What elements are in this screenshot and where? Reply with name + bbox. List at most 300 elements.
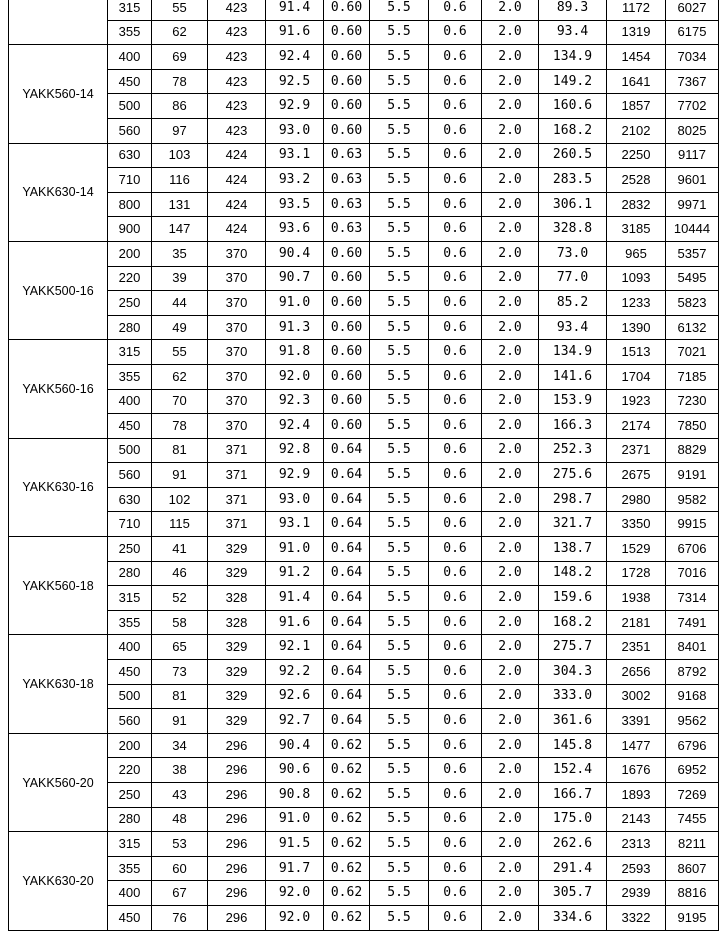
efficiency-cell: 91.4 — [266, 0, 324, 20]
model-cell: YAKK560-16 — [9, 340, 108, 438]
table-row — [9, 463, 719, 488]
rotor-inertia-cell: 145.8 — [539, 733, 607, 758]
current-cell: 69 — [152, 45, 208, 70]
current-cell: 34 — [152, 733, 208, 758]
power-factor-cell: 0.60 — [324, 94, 370, 119]
table-row — [9, 389, 719, 414]
start-current-ratio-cell: 5.5 — [370, 192, 429, 217]
speed-cell: 370 — [208, 340, 266, 365]
rotor-inertia-cell: 334.6 — [539, 905, 607, 930]
power-cell: 315 — [108, 340, 152, 365]
start-current-ratio-cell: 5.5 — [370, 709, 429, 734]
table-row — [9, 512, 719, 537]
start-torque-ratio-cell: 0.6 — [429, 438, 482, 463]
efficiency-cell: 93.2 — [266, 168, 324, 193]
speed-cell: 296 — [208, 783, 266, 808]
table-row — [9, 45, 719, 70]
start-current-ratio-cell: 5.5 — [370, 118, 429, 143]
efficiency-cell: 91.6 — [266, 20, 324, 45]
start-torque-ratio-cell: 0.6 — [429, 389, 482, 414]
price-cell: 7850 — [666, 414, 719, 439]
weight-cell: 3002 — [607, 684, 666, 709]
start-current-ratio-cell: 5.5 — [370, 758, 429, 783]
start-current-ratio-cell: 5.5 — [370, 512, 429, 537]
efficiency-cell: 91.6 — [266, 610, 324, 635]
max-torque-ratio-cell: 2.0 — [482, 340, 539, 365]
rotor-inertia-cell: 168.2 — [539, 118, 607, 143]
start-current-ratio-cell: 5.5 — [370, 881, 429, 906]
weight-cell: 3350 — [607, 512, 666, 537]
rotor-inertia-cell: 175.0 — [539, 807, 607, 832]
start-torque-ratio-cell: 0.6 — [429, 586, 482, 611]
table-row — [9, 69, 719, 94]
start-current-ratio-cell: 5.5 — [370, 143, 429, 168]
weight-cell: 2832 — [607, 192, 666, 217]
model-cell: YAKK630-20 — [9, 832, 108, 930]
speed-cell: 370 — [208, 266, 266, 291]
weight-cell: 2174 — [607, 414, 666, 439]
start-torque-ratio-cell: 0.6 — [429, 561, 482, 586]
speed-cell: 328 — [208, 610, 266, 635]
price-cell: 5495 — [666, 266, 719, 291]
weight-cell: 2181 — [607, 610, 666, 635]
current-cell: 35 — [152, 241, 208, 266]
start-current-ratio-cell: 5.5 — [370, 733, 429, 758]
start-torque-ratio-cell: 0.6 — [429, 783, 482, 808]
price-cell: 7491 — [666, 610, 719, 635]
price-cell: 7367 — [666, 69, 719, 94]
rotor-inertia-cell: 260.5 — [539, 143, 607, 168]
weight-cell: 2939 — [607, 881, 666, 906]
efficiency-cell: 90.4 — [266, 241, 324, 266]
efficiency-cell: 93.1 — [266, 143, 324, 168]
start-torque-ratio-cell: 0.6 — [429, 512, 482, 537]
power-cell: 800 — [108, 192, 152, 217]
rotor-inertia-cell: 304.3 — [539, 660, 607, 685]
start-torque-ratio-cell: 0.6 — [429, 168, 482, 193]
rotor-inertia-cell: 134.9 — [539, 45, 607, 70]
power-cell: 400 — [108, 389, 152, 414]
power-factor-cell: 0.64 — [324, 586, 370, 611]
max-torque-ratio-cell: 2.0 — [482, 118, 539, 143]
power-factor-cell: 0.60 — [324, 118, 370, 143]
max-torque-ratio-cell: 2.0 — [482, 94, 539, 119]
current-cell: 147 — [152, 217, 208, 242]
max-torque-ratio-cell: 2.0 — [482, 487, 539, 512]
weight-cell: 1454 — [607, 45, 666, 70]
efficiency-cell: 90.8 — [266, 783, 324, 808]
start-current-ratio-cell: 5.5 — [370, 463, 429, 488]
max-torque-ratio-cell: 2.0 — [482, 168, 539, 193]
start-torque-ratio-cell: 0.6 — [429, 832, 482, 857]
current-cell: 131 — [152, 192, 208, 217]
start-current-ratio-cell: 5.5 — [370, 832, 429, 857]
efficiency-cell: 90.6 — [266, 758, 324, 783]
start-torque-ratio-cell: 0.6 — [429, 20, 482, 45]
table-row — [9, 168, 719, 193]
max-torque-ratio-cell: 2.0 — [482, 635, 539, 660]
price-cell: 7230 — [666, 389, 719, 414]
power-factor-cell: 0.62 — [324, 783, 370, 808]
rotor-inertia-cell: 85.2 — [539, 291, 607, 316]
start-torque-ratio-cell: 0.6 — [429, 0, 482, 20]
weight-cell: 1857 — [607, 94, 666, 119]
table-row — [9, 635, 719, 660]
start-torque-ratio-cell: 0.6 — [429, 733, 482, 758]
power-cell: 280 — [108, 315, 152, 340]
speed-cell: 371 — [208, 512, 266, 537]
max-torque-ratio-cell: 2.0 — [482, 192, 539, 217]
current-cell: 78 — [152, 414, 208, 439]
max-torque-ratio-cell: 2.0 — [482, 266, 539, 291]
rotor-inertia-cell: 252.3 — [539, 438, 607, 463]
table-row — [9, 118, 719, 143]
price-cell: 8816 — [666, 881, 719, 906]
table-row — [9, 315, 719, 340]
start-torque-ratio-cell: 0.6 — [429, 45, 482, 70]
power-factor-cell: 0.63 — [324, 168, 370, 193]
power-cell: 220 — [108, 266, 152, 291]
start-current-ratio-cell: 5.5 — [370, 389, 429, 414]
max-torque-ratio-cell: 2.0 — [482, 315, 539, 340]
rotor-inertia-cell: 141.6 — [539, 364, 607, 389]
max-torque-ratio-cell: 2.0 — [482, 684, 539, 709]
power-cell: 710 — [108, 512, 152, 537]
price-cell: 5823 — [666, 291, 719, 316]
current-cell: 78 — [152, 69, 208, 94]
table-row — [9, 537, 719, 562]
weight-cell: 1728 — [607, 561, 666, 586]
current-cell: 73 — [152, 660, 208, 685]
table-row — [9, 905, 719, 930]
start-torque-ratio-cell: 0.6 — [429, 709, 482, 734]
efficiency-cell: 92.1 — [266, 635, 324, 660]
price-cell: 9191 — [666, 463, 719, 488]
table-row — [9, 340, 719, 365]
power-cell: 710 — [108, 168, 152, 193]
rotor-inertia-cell: 166.3 — [539, 414, 607, 439]
model-cell: YAKK630-14 — [9, 143, 108, 241]
table-row — [9, 143, 719, 168]
price-cell: 8607 — [666, 856, 719, 881]
start-current-ratio-cell: 5.5 — [370, 586, 429, 611]
start-torque-ratio-cell: 0.6 — [429, 143, 482, 168]
table-row — [9, 783, 719, 808]
price-cell: 9601 — [666, 168, 719, 193]
start-current-ratio-cell: 5.5 — [370, 438, 429, 463]
model-cell: YAKK630-16 — [9, 438, 108, 536]
power-factor-cell: 0.64 — [324, 660, 370, 685]
table-row — [9, 241, 719, 266]
weight-cell: 965 — [607, 241, 666, 266]
speed-cell: 329 — [208, 660, 266, 685]
table-row — [9, 438, 719, 463]
price-cell: 8401 — [666, 635, 719, 660]
speed-cell: 328 — [208, 586, 266, 611]
start-current-ratio-cell: 5.5 — [370, 635, 429, 660]
max-torque-ratio-cell: 2.0 — [482, 45, 539, 70]
efficiency-cell: 92.0 — [266, 881, 324, 906]
max-torque-ratio-cell: 2.0 — [482, 241, 539, 266]
weight-cell: 1641 — [607, 69, 666, 94]
rotor-inertia-cell: 73.0 — [539, 241, 607, 266]
table-row — [9, 20, 719, 45]
power-factor-cell: 0.62 — [324, 832, 370, 857]
model-cell: YAKK560-18 — [9, 537, 108, 635]
price-cell: 9168 — [666, 684, 719, 709]
price-cell: 9915 — [666, 512, 719, 537]
speed-cell: 423 — [208, 0, 266, 20]
max-torque-ratio-cell: 2.0 — [482, 832, 539, 857]
current-cell: 55 — [152, 0, 208, 20]
current-cell: 39 — [152, 266, 208, 291]
efficiency-cell: 91.0 — [266, 807, 324, 832]
speed-cell: 296 — [208, 733, 266, 758]
current-cell: 62 — [152, 20, 208, 45]
power-factor-cell: 0.60 — [324, 45, 370, 70]
power-cell: 250 — [108, 291, 152, 316]
efficiency-cell: 90.4 — [266, 733, 324, 758]
rotor-inertia-cell: 134.9 — [539, 340, 607, 365]
weight-cell: 1233 — [607, 291, 666, 316]
speed-cell: 370 — [208, 291, 266, 316]
price-cell: 8829 — [666, 438, 719, 463]
max-torque-ratio-cell: 2.0 — [482, 364, 539, 389]
rotor-inertia-cell: 160.6 — [539, 94, 607, 119]
power-cell: 450 — [108, 414, 152, 439]
power-cell: 630 — [108, 487, 152, 512]
table-row — [9, 856, 719, 881]
current-cell: 76 — [152, 905, 208, 930]
weight-cell: 3391 — [607, 709, 666, 734]
speed-cell: 370 — [208, 241, 266, 266]
power-factor-cell: 0.60 — [324, 364, 370, 389]
max-torque-ratio-cell: 2.0 — [482, 758, 539, 783]
rotor-inertia-cell: 89.3 — [539, 0, 607, 20]
start-current-ratio-cell: 5.5 — [370, 266, 429, 291]
weight-cell: 2528 — [607, 168, 666, 193]
start-torque-ratio-cell: 0.6 — [429, 905, 482, 930]
speed-cell: 424 — [208, 168, 266, 193]
start-torque-ratio-cell: 0.6 — [429, 94, 482, 119]
max-torque-ratio-cell: 2.0 — [482, 217, 539, 242]
price-cell: 7021 — [666, 340, 719, 365]
speed-cell: 296 — [208, 807, 266, 832]
power-cell: 280 — [108, 561, 152, 586]
weight-cell: 2351 — [607, 635, 666, 660]
start-current-ratio-cell: 5.5 — [370, 364, 429, 389]
start-current-ratio-cell: 5.5 — [370, 807, 429, 832]
speed-cell: 423 — [208, 69, 266, 94]
rotor-inertia-cell: 305.7 — [539, 881, 607, 906]
power-factor-cell: 0.63 — [324, 217, 370, 242]
speed-cell: 371 — [208, 487, 266, 512]
power-cell: 355 — [108, 364, 152, 389]
start-current-ratio-cell: 5.5 — [370, 340, 429, 365]
price-cell: 7269 — [666, 783, 719, 808]
current-cell: 81 — [152, 684, 208, 709]
price-cell: 9195 — [666, 905, 719, 930]
current-cell: 81 — [152, 438, 208, 463]
current-cell: 102 — [152, 487, 208, 512]
weight-cell: 1704 — [607, 364, 666, 389]
max-torque-ratio-cell: 2.0 — [482, 537, 539, 562]
price-cell: 7314 — [666, 586, 719, 611]
rotor-inertia-cell: 152.4 — [539, 758, 607, 783]
rotor-inertia-cell: 148.2 — [539, 561, 607, 586]
current-cell: 48 — [152, 807, 208, 832]
start-current-ratio-cell: 5.5 — [370, 610, 429, 635]
current-cell: 52 — [152, 586, 208, 611]
rotor-inertia-cell: 275.6 — [539, 463, 607, 488]
speed-cell: 423 — [208, 118, 266, 143]
table-row — [9, 291, 719, 316]
start-current-ratio-cell: 5.5 — [370, 241, 429, 266]
start-torque-ratio-cell: 0.6 — [429, 487, 482, 512]
efficiency-cell: 92.5 — [266, 69, 324, 94]
table-row — [9, 709, 719, 734]
start-torque-ratio-cell: 0.6 — [429, 660, 482, 685]
start-current-ratio-cell: 5.5 — [370, 783, 429, 808]
current-cell: 62 — [152, 364, 208, 389]
start-torque-ratio-cell: 0.6 — [429, 635, 482, 660]
power-cell: 315 — [108, 0, 152, 20]
current-cell: 86 — [152, 94, 208, 119]
power-factor-cell: 0.62 — [324, 881, 370, 906]
weight-cell: 1477 — [607, 733, 666, 758]
efficiency-cell: 91.4 — [266, 586, 324, 611]
model-cell: YAKK630-18 — [9, 635, 108, 733]
price-cell: 5357 — [666, 241, 719, 266]
efficiency-cell: 92.8 — [266, 438, 324, 463]
table-row — [9, 266, 719, 291]
speed-cell: 424 — [208, 192, 266, 217]
efficiency-cell: 92.2 — [266, 660, 324, 685]
power-factor-cell: 0.64 — [324, 512, 370, 537]
price-cell: 6706 — [666, 537, 719, 562]
current-cell: 43 — [152, 783, 208, 808]
start-current-ratio-cell: 5.5 — [370, 487, 429, 512]
price-cell: 9117 — [666, 143, 719, 168]
power-cell: 250 — [108, 783, 152, 808]
weight-cell: 3322 — [607, 905, 666, 930]
max-torque-ratio-cell: 2.0 — [482, 291, 539, 316]
power-factor-cell: 0.64 — [324, 463, 370, 488]
price-cell: 6175 — [666, 20, 719, 45]
speed-cell: 329 — [208, 635, 266, 660]
price-cell: 7185 — [666, 364, 719, 389]
power-cell: 200 — [108, 241, 152, 266]
weight-cell: 2593 — [607, 856, 666, 881]
current-cell: 60 — [152, 856, 208, 881]
price-cell: 6132 — [666, 315, 719, 340]
power-factor-cell: 0.64 — [324, 561, 370, 586]
start-current-ratio-cell: 5.5 — [370, 69, 429, 94]
max-torque-ratio-cell: 2.0 — [482, 389, 539, 414]
efficiency-cell: 91.5 — [266, 832, 324, 857]
motor-spec-table — [8, 0, 719, 931]
weight-cell: 1923 — [607, 389, 666, 414]
power-cell: 560 — [108, 118, 152, 143]
weight-cell: 2102 — [607, 118, 666, 143]
table-row — [9, 586, 719, 611]
efficiency-cell: 93.0 — [266, 487, 324, 512]
current-cell: 38 — [152, 758, 208, 783]
start-current-ratio-cell: 5.5 — [370, 94, 429, 119]
start-current-ratio-cell: 5.5 — [370, 537, 429, 562]
start-torque-ratio-cell: 0.6 — [429, 684, 482, 709]
current-cell: 55 — [152, 340, 208, 365]
rotor-inertia-cell: 262.6 — [539, 832, 607, 857]
power-factor-cell: 0.63 — [324, 143, 370, 168]
power-factor-cell: 0.64 — [324, 635, 370, 660]
weight-cell: 1938 — [607, 586, 666, 611]
table-row — [9, 881, 719, 906]
start-current-ratio-cell: 5.5 — [370, 217, 429, 242]
power-cell: 355 — [108, 610, 152, 635]
current-cell: 91 — [152, 709, 208, 734]
max-torque-ratio-cell: 2.0 — [482, 561, 539, 586]
table-row — [9, 684, 719, 709]
start-current-ratio-cell: 5.5 — [370, 20, 429, 45]
table-row — [9, 561, 719, 586]
power-cell: 450 — [108, 69, 152, 94]
price-cell: 8792 — [666, 660, 719, 685]
power-factor-cell: 0.64 — [324, 537, 370, 562]
weight-cell: 1172 — [607, 0, 666, 20]
current-cell: 115 — [152, 512, 208, 537]
start-torque-ratio-cell: 0.6 — [429, 69, 482, 94]
max-torque-ratio-cell: 2.0 — [482, 0, 539, 20]
max-torque-ratio-cell: 2.0 — [482, 143, 539, 168]
rotor-inertia-cell: 93.4 — [539, 315, 607, 340]
power-factor-cell: 0.62 — [324, 856, 370, 881]
power-cell: 630 — [108, 143, 152, 168]
power-factor-cell: 0.63 — [324, 192, 370, 217]
current-cell: 49 — [152, 315, 208, 340]
power-cell: 500 — [108, 438, 152, 463]
efficiency-cell: 92.9 — [266, 463, 324, 488]
speed-cell: 370 — [208, 364, 266, 389]
price-cell: 9971 — [666, 192, 719, 217]
weight-cell: 3185 — [607, 217, 666, 242]
start-current-ratio-cell: 5.5 — [370, 684, 429, 709]
start-torque-ratio-cell: 0.6 — [429, 217, 482, 242]
rotor-inertia-cell: 93.4 — [539, 20, 607, 45]
power-factor-cell: 0.60 — [324, 389, 370, 414]
power-factor-cell: 0.60 — [324, 340, 370, 365]
efficiency-cell: 92.7 — [266, 709, 324, 734]
efficiency-cell: 93.6 — [266, 217, 324, 242]
rotor-inertia-cell: 283.5 — [539, 168, 607, 193]
max-torque-ratio-cell: 2.0 — [482, 586, 539, 611]
rotor-inertia-cell: 159.6 — [539, 586, 607, 611]
weight-cell: 1513 — [607, 340, 666, 365]
model-cell — [9, 0, 108, 45]
price-cell: 9562 — [666, 709, 719, 734]
start-current-ratio-cell: 5.5 — [370, 561, 429, 586]
rotor-inertia-cell: 77.0 — [539, 266, 607, 291]
power-factor-cell: 0.64 — [324, 438, 370, 463]
table-row — [9, 364, 719, 389]
speed-cell: 329 — [208, 561, 266, 586]
weight-cell: 1529 — [607, 537, 666, 562]
max-torque-ratio-cell: 2.0 — [482, 610, 539, 635]
speed-cell: 370 — [208, 315, 266, 340]
table-row — [9, 94, 719, 119]
max-torque-ratio-cell: 2.0 — [482, 69, 539, 94]
power-factor-cell: 0.60 — [324, 20, 370, 45]
